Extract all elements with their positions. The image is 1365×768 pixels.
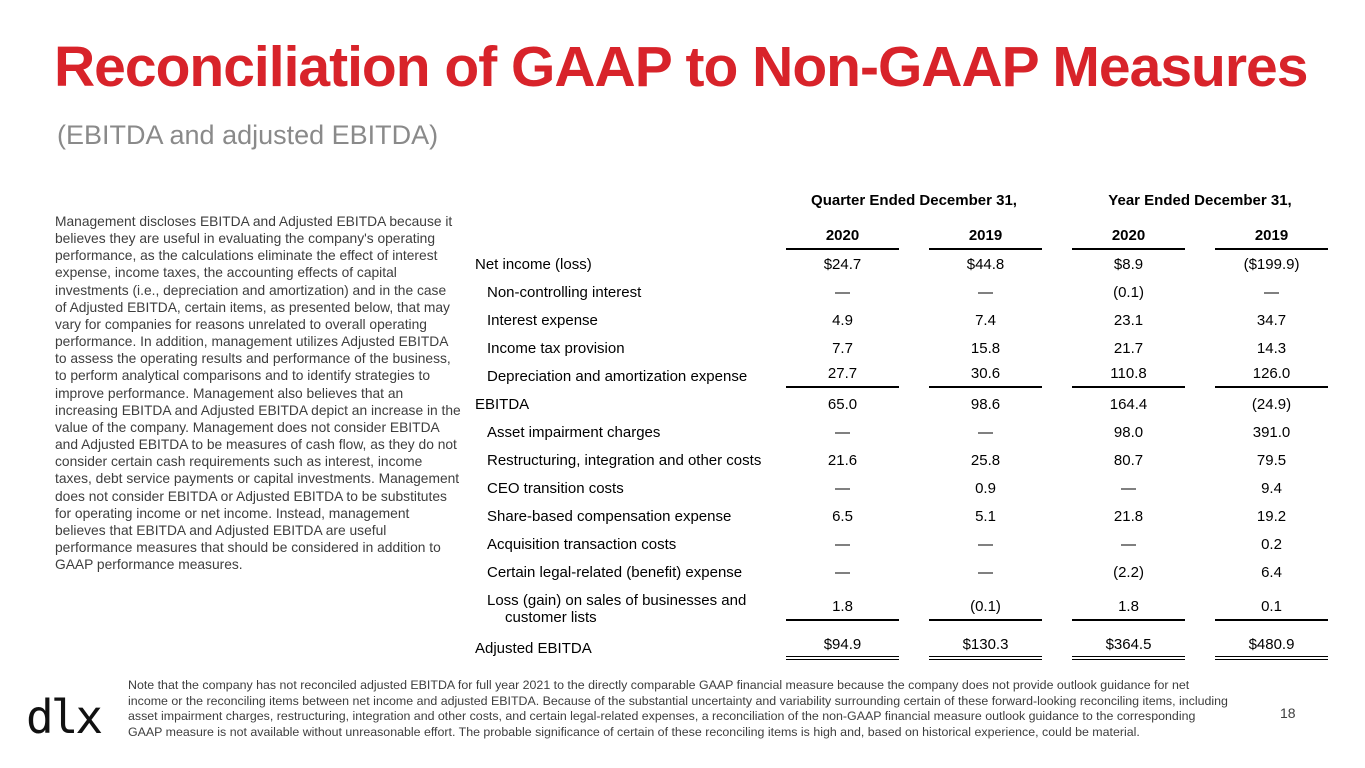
row-label: EBITDA (475, 395, 530, 413)
table-row-asset-impairment (475, 418, 1343, 446)
footnote-text: Note that the company has not reconciled adjusted EBITDA for full year 2021 to the directly comparable GAAP financial measure because the company does not provide outlook guidance for net income or the reconciling items between net income and adjusted EBITDA. Because of the substantial uncertainty and variability surrounding certain of these forward-looking reconciling items, including asset impairment charges, restructuring, integration and other costs, and certain legal-related expenses, a reconciliation of the non-GAAP financial measure outlook guidance to the corresponding GAAP measure is not available without unreasonable effort. The probable significance of certain of these reconciling items is high and, based on historical experience, could be material. (128, 678, 1228, 739)
cell-value: 19.2 (1256, 507, 1287, 525)
cell-value: 7.4 (975, 311, 996, 329)
cell-value: — (978, 563, 993, 581)
row-label: CEO transition costs (487, 479, 624, 497)
row-label: Income tax provision (487, 339, 625, 357)
cell-value: 98.0 (1113, 423, 1144, 441)
cell-value: 126.0 (1215, 365, 1328, 388)
cell-value: 6.5 (832, 507, 853, 525)
table-row-ceo-transition (475, 474, 1343, 502)
cell-value: 34.7 (1256, 311, 1287, 329)
year-header: 2020 (1072, 227, 1185, 250)
dlx-logo: dlx (26, 690, 101, 744)
cell-value: (24.9) (1251, 395, 1292, 413)
row-label: Net income (loss) (475, 255, 592, 273)
row-label: Non-controlling interest (487, 283, 642, 301)
table-row-legal-related (475, 558, 1343, 586)
table-row-loss-gain-sales (475, 586, 1343, 632)
cell-value: — (978, 283, 993, 301)
cell-value: 1.8 (786, 598, 899, 621)
cell-value: — (835, 563, 850, 581)
cell-value: $94.9 (786, 636, 899, 660)
year-header: 2020 (786, 227, 899, 250)
table-group-header-row (475, 182, 1343, 218)
cell-value: 7.7 (832, 339, 853, 357)
cell-value: — (1121, 479, 1137, 497)
cell-value: ($199.9) (1243, 255, 1300, 273)
cell-value: 5.1 (975, 507, 996, 525)
cell-value: (0.1) (1113, 283, 1144, 301)
row-label: Interest expense (487, 311, 598, 329)
cell-value: 98.6 (970, 395, 1001, 413)
table-row-adjusted-ebitda (475, 632, 1343, 664)
cell-value: $364.5 (1072, 636, 1185, 660)
cell-value: $8.9 (1113, 255, 1144, 273)
cell-value: — (978, 535, 993, 553)
cell-value: 0.2 (1261, 535, 1282, 553)
cell-value: 9.4 (1261, 479, 1282, 497)
reconciliation-table-container (475, 182, 1355, 664)
cell-value: 0.9 (975, 479, 996, 497)
cell-value: — (835, 423, 850, 441)
group-header-quarter: Quarter Ended December 31, (811, 191, 1017, 209)
cell-value: 25.8 (970, 451, 1001, 469)
table-row-share-based-comp (475, 502, 1343, 530)
cell-value: 30.6 (929, 365, 1042, 388)
row-label: Asset impairment charges (487, 423, 661, 441)
year-header: 2019 (1215, 227, 1328, 250)
cell-value: 21.6 (827, 451, 858, 469)
cell-value: (0.1) (929, 598, 1042, 621)
cell-value: 21.7 (1113, 339, 1144, 357)
cell-value: $24.7 (823, 255, 862, 273)
page-title: Reconciliation of GAAP to Non-GAAP Measures (54, 35, 1308, 99)
page-number: 18 (1280, 705, 1296, 721)
cell-value: 6.4 (1261, 563, 1282, 581)
cell-value: $480.9 (1215, 636, 1328, 660)
row-label: Acquisition transaction costs (487, 535, 677, 553)
cell-value: (2.2) (1113, 563, 1144, 581)
row-label: Adjusted EBITDA (475, 639, 592, 657)
cell-value: 1.8 (1072, 598, 1185, 621)
group-header-year: Year Ended December 31, (1108, 191, 1292, 209)
table-row-noncontrolling-interest (475, 278, 1343, 306)
cell-value: 15.8 (970, 339, 1001, 357)
row-label: Share-based compensation expense (487, 507, 732, 525)
cell-value: — (1264, 283, 1280, 301)
cell-value: 27.7 (786, 365, 899, 388)
cell-value: 65.0 (827, 395, 858, 413)
cell-value: $44.8 (966, 255, 1005, 273)
cell-value: — (1121, 535, 1137, 553)
cell-value: 80.7 (1113, 451, 1144, 469)
table-row-depreciation-amortization (475, 362, 1343, 390)
cell-value: 391.0 (1252, 423, 1291, 441)
cell-value: — (835, 535, 850, 553)
cell-value: 14.3 (1256, 339, 1287, 357)
table-row-ebitda (475, 390, 1343, 418)
table-row-acquisition-costs (475, 530, 1343, 558)
cell-value: $130.3 (929, 636, 1042, 660)
cell-value: — (835, 283, 850, 301)
row-label: Loss (gain) on sales of businesses and customer lists (487, 592, 747, 626)
year-header: 2019 (929, 227, 1042, 250)
cell-value: 0.1 (1215, 598, 1328, 621)
cell-value: — (835, 479, 850, 497)
management-disclosure-paragraph: Management discloses EBITDA and Adjusted EBITDA because it believes they are useful in evaluating the company's operating performance, as the calculations eliminate the effect of interest expense, income taxes, the accounting effects of capital investments (i.e., depreciation and amortization) and in the case of Adjusted EBITDA, certain items, as presented below, that may vary for companies for reasons unrelated to overall operating performance. In addition, management utilizes Adjusted EBITDA to assess the operating results and performance of the business, to perform analytical comparisons and to identify strategies to improve performance. Management also believes that an increasing EBITDA and Adjusted EBITDA depict an increase in the value of the company. Management does not consider EBITDA and Adjusted EBITDA to be measures of cash flow, as they do not consider certain cash requirements such as interest, income taxes, debt service payments or capital investments. Management does not consider EBITDA or Adjusted EBITDA to be substitutes for operating income or net income. Instead, management believes that EBITDA and Adjusted EBITDA are useful performance measures that should be considered in addition to GAAP performance measures. (55, 214, 461, 573)
reconciliation-table (475, 182, 1343, 664)
row-label: Restructuring, integration and other costs (487, 451, 762, 469)
cell-value: 110.8 (1072, 365, 1185, 388)
cell-value: 79.5 (1256, 451, 1287, 469)
row-label: Depreciation and amortization expense (487, 367, 748, 385)
page-subtitle: (EBITDA and adjusted EBITDA) (57, 120, 439, 150)
cell-value: — (978, 423, 993, 441)
table-row-net-income (475, 250, 1343, 278)
table-year-header-row (475, 218, 1343, 250)
table-row-income-tax-provision (475, 334, 1343, 362)
table-row-restructuring (475, 446, 1343, 474)
cell-value: 164.4 (1109, 395, 1148, 413)
cell-value: 4.9 (832, 311, 853, 329)
cell-value: 23.1 (1113, 311, 1144, 329)
cell-value: 21.8 (1113, 507, 1144, 525)
row-label: Certain legal-related (benefit) expense (487, 563, 743, 581)
table-row-interest-expense (475, 306, 1343, 334)
